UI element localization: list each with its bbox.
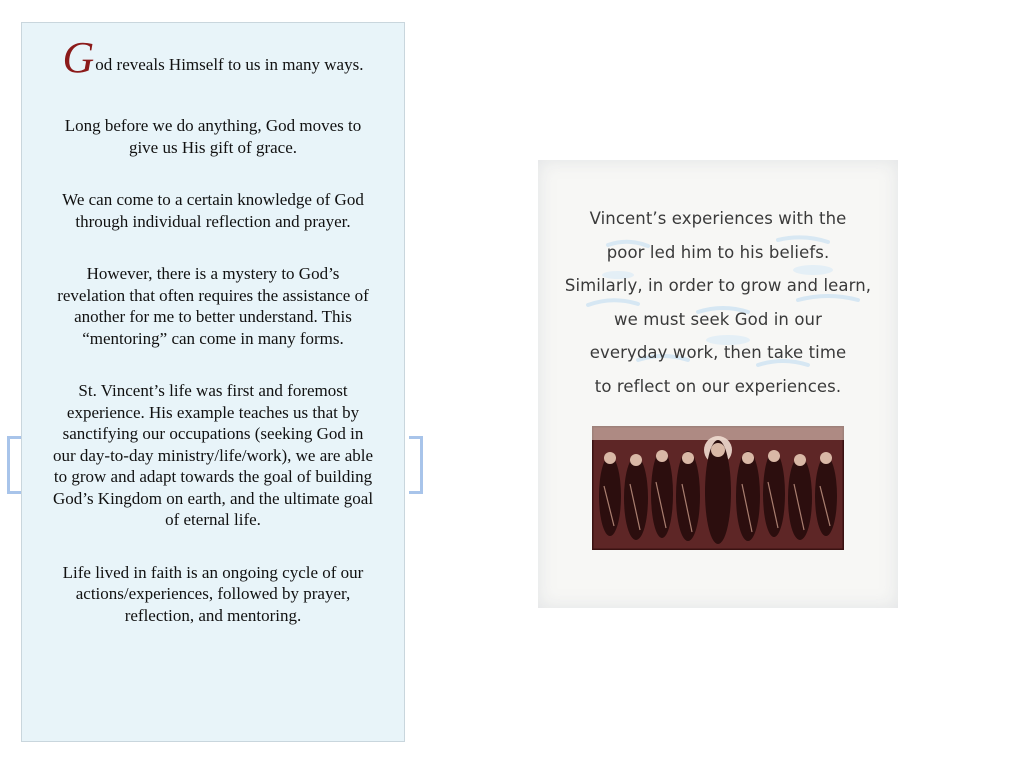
quote-image-card: [538, 160, 898, 608]
paragraph-faith-cycle: Life lived in faith is an ongoing cycle of our actions/experiences, followed by prayer, reflection, and mentoring.: [62, 562, 364, 625]
paragraph-grace: Long before we do anything, God moves to give us His gift of grace.: [64, 116, 362, 157]
quote-line: everyday work, then take time: [589, 343, 847, 362]
right-bracket-handle: [409, 436, 423, 494]
intro-line: [52, 33, 374, 82]
paragraph-knowledge: We can come to a certain knowledge of God through individual reflection and prayer.: [62, 190, 364, 231]
woodcut-procession-illustration: [592, 426, 844, 550]
quote-line: Vincent’s experiences with the: [589, 209, 847, 228]
drop-cap: G: [62, 33, 95, 82]
paragraph-st-vincent: St. Vincent’s life was first and foremost experience. His example teaches us that by sanctifying our occupations (seeking God in our day-to-day ministry/life/work), we are able to grow and adapt towards the goal of building God’s Kingdom on earth, and the ultimate goal of eternal life.: [52, 381, 374, 529]
text-sidebar: [21, 22, 405, 742]
intro-text: od reveals Himself to us in many ways.: [95, 55, 364, 74]
left-bracket-handle: [7, 436, 21, 494]
paragraph-mystery: However, there is a mystery to God’s revelation that often requires the assistance of another for me to better understand. This “mentoring” can come in many forms.: [57, 264, 369, 348]
quote-line: we must seek God in our: [614, 309, 822, 329]
quote-line: Similarly, in order to grow and learn,: [564, 276, 872, 295]
quote-line: poor led him to his beliefs.: [606, 242, 830, 262]
quote-line: to reflect on our experiences.: [594, 376, 842, 396]
quote-text: [538, 202, 898, 403]
